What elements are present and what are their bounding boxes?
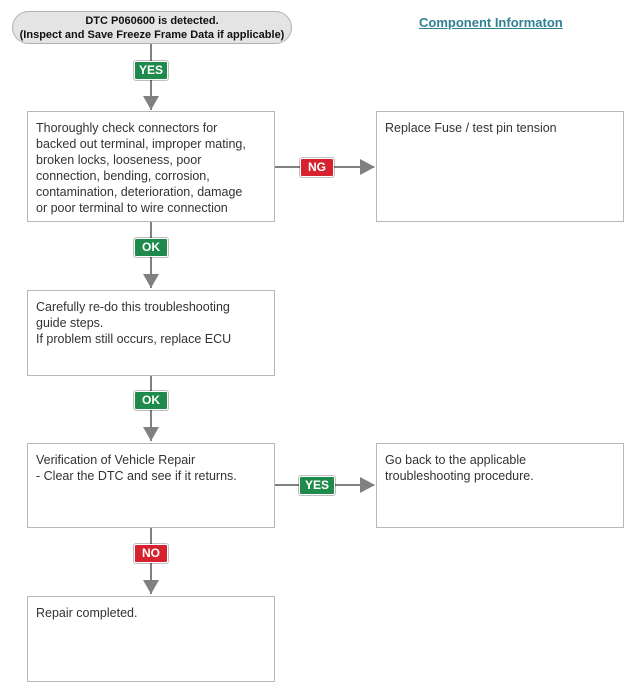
arrowhead-repair (143, 580, 159, 594)
arrowhead-fuse (360, 159, 375, 175)
step-text-line: Thoroughly check connectors for (36, 121, 218, 135)
start-node-line1: DTC P060600 is detected. (85, 15, 219, 27)
step-text-line: Replace Fuse / test pin tension (385, 121, 557, 135)
start-node (12, 11, 292, 44)
step-text-line: broken locks, looseness, poor (36, 153, 202, 167)
step-text-line: Carefully re-do this troubleshooting (36, 300, 230, 314)
component-information-link[interactable]: Component Informaton (419, 15, 563, 30)
step-text-line: or poor terminal to wire connection (36, 201, 228, 215)
badge-check-ng: NG (300, 158, 334, 177)
arrowhead-verify (143, 427, 159, 441)
step-text-line: troubleshooting procedure. (385, 469, 534, 483)
step-repair-completed (27, 596, 275, 682)
badge-verify-no: NO (134, 544, 168, 563)
badge-start-yes: YES (134, 61, 168, 80)
arrowhead-start (143, 96, 159, 110)
arrowhead-redo (143, 274, 159, 288)
badge-check-ok: OK (134, 238, 168, 257)
step-text-line: guide steps. (36, 316, 104, 330)
step-text-line: backed out terminal, improper mating, (36, 137, 246, 151)
start-node-line2: (Inspect and Save Freeze Frame Data if applicable) (19, 29, 285, 41)
step-text-line: connection, bending, corrosion, (36, 169, 210, 183)
badge-verify-yes: YES (299, 476, 335, 495)
step-text-line: Verification of Vehicle Repair (36, 453, 196, 467)
step-text-line: Go back to the applicable (385, 453, 527, 467)
step-text-line: Repair completed. (36, 606, 138, 620)
badge-redo-ok: OK (134, 391, 168, 410)
step-text-line: contamination, deterioration, damage (36, 185, 243, 199)
step-text-line: If problem still occurs, replace ECU (36, 332, 232, 346)
step-check-connectors (27, 111, 275, 222)
step-replace-fuse (376, 111, 624, 222)
step-verification (27, 443, 275, 528)
step-text-line: - Clear the DTC and see if it returns. (36, 469, 237, 483)
arrowhead-goback (360, 477, 375, 493)
step-redo-troubleshooting (27, 290, 275, 376)
step-go-back (376, 443, 624, 528)
